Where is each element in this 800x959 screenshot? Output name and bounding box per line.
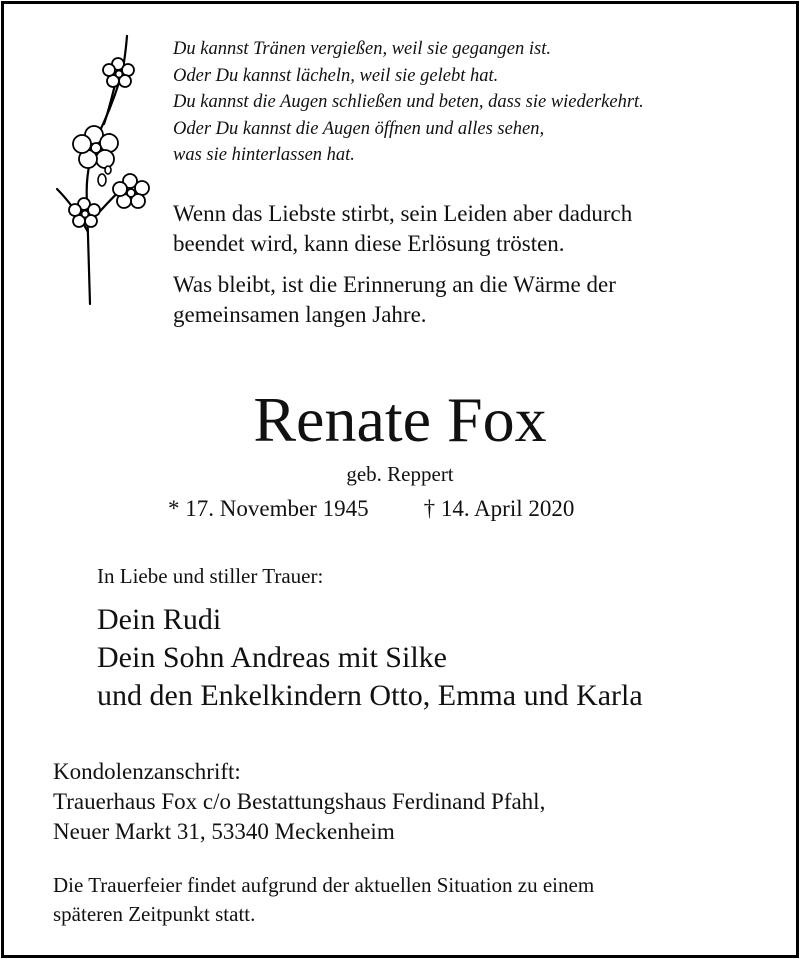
mourning-intro: In Liebe und stiller Trauer: — [97, 564, 324, 588]
death-date: † 14. April 2020 — [423, 496, 575, 521]
condolence-address — [53, 757, 545, 847]
paragraph-line: Was bleibt, ist die Erinnerung an die Wärme der — [173, 272, 616, 297]
condolence-line: Trauerhaus Fox c/o Bestattungshaus Ferdinand Pfahl, — [53, 789, 546, 814]
paragraph-line: gemeinsamen langen Jahre. — [173, 302, 427, 327]
deceased-name: Renate Fox — [253, 384, 547, 455]
consolation-paragraph — [173, 199, 763, 259]
poem — [173, 36, 773, 169]
notice-line: Die Trauerfeier findet aufgrund der aktuellen Situation zu einem — [53, 873, 595, 897]
condolence-line: Neuer Markt 31, 53340 Meckenheim — [53, 819, 395, 844]
blossom-branch-icon — [52, 32, 162, 312]
mourner-line: und den Enkelkindern Otto, Emma und Karla — [97, 679, 643, 712]
poem-line: Du kannst die Augen schließen und beten, dass sie wiederkehrt. — [173, 92, 644, 112]
birth-name: geb. Reppert — [346, 462, 454, 486]
mourner-line: Dein Rudi — [97, 603, 222, 636]
paragraph-line: Wenn das Liebste stirbt, sein Leiden aber dadurch — [173, 201, 633, 226]
paragraph-line: beendet wird, kann diese Erlösung trösten. — [173, 231, 565, 256]
poem-line: was sie hinterlassen hat. — [173, 145, 355, 165]
mourners-list — [97, 601, 643, 715]
notice-line: späteren Zeitpunkt statt. — [53, 902, 256, 926]
life-dates — [168, 494, 574, 524]
condolence-label: Kondolenzanschrift: — [53, 759, 241, 784]
poem-line: Du kannst Tränen vergießen, weil sie gegangen ist. — [173, 39, 551, 59]
memory-paragraph — [173, 270, 763, 330]
poem-line: Oder Du kannst die Augen öffnen und alles sehen, — [173, 118, 545, 139]
funeral-notice — [53, 871, 773, 929]
mourner-line: Dein Sohn Andreas mit Silke — [97, 641, 447, 674]
birth-date: * 17. November 1945 — [168, 496, 369, 521]
poem-line: Oder Du kannst lächeln, weil sie gelebt hat. — [173, 65, 499, 86]
